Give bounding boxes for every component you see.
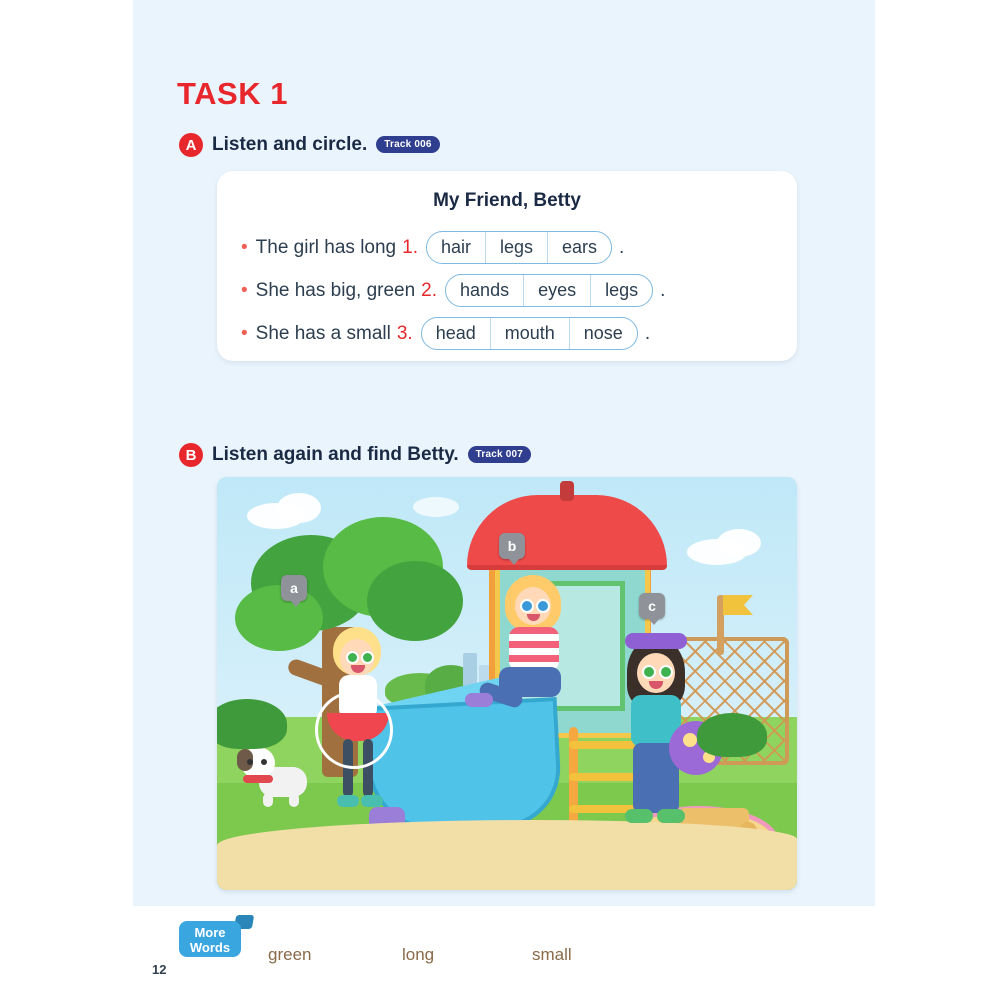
track-badge-007[interactable]: Track 007 — [468, 446, 531, 463]
option-choice[interactable]: eyes — [524, 275, 591, 306]
ball-dot — [683, 733, 697, 747]
section-a-badge: A — [179, 133, 203, 157]
option-group-2 — [445, 274, 653, 307]
marker-c[interactable]: c — [639, 593, 665, 619]
question-text: She has big, green — [255, 279, 416, 301]
more-word: small — [532, 945, 572, 964]
tree-foliage — [235, 585, 323, 651]
option-choice[interactable]: mouth — [491, 318, 570, 349]
option-choice[interactable]: ears — [562, 237, 598, 257]
bush — [697, 713, 767, 757]
bullet-icon: • — [241, 280, 248, 301]
more-word: long — [402, 945, 435, 964]
question-text: The girl has long — [255, 236, 397, 258]
bullet-icon: • — [241, 237, 248, 258]
option-choice[interactable]: hair — [427, 232, 486, 263]
question-text: She has a small — [255, 322, 391, 344]
girl-a-shoe — [361, 795, 383, 807]
girl-b[interactable] — [489, 575, 585, 735]
bush — [217, 699, 287, 749]
dog-leg — [289, 793, 299, 807]
question-number: 3. — [396, 322, 413, 344]
option-group-3 — [421, 317, 638, 350]
track-badge-006[interactable]: Track 006 — [376, 136, 439, 153]
marker-b[interactable]: b — [499, 533, 525, 559]
girl-b-shirt — [509, 627, 559, 671]
girl-c-eye — [659, 665, 673, 679]
girl-a[interactable] — [313, 627, 399, 827]
page-number: 12 — [152, 962, 167, 977]
girl-c-shoe — [625, 809, 653, 823]
section-b-heading: Listen again and find Betty. — [212, 444, 459, 465]
left-margin — [0, 0, 133, 1000]
girl-b-shoe — [465, 693, 493, 707]
section-b-badge: B — [179, 443, 203, 467]
section-a-heading: Listen and circle. — [212, 134, 368, 155]
right-margin — [875, 0, 1000, 1000]
cloud-icon — [717, 529, 761, 557]
cloud-icon — [413, 497, 459, 517]
option-choice[interactable]: hands — [446, 275, 524, 306]
question-row-3 — [241, 312, 797, 355]
question-number: 2. — [421, 279, 438, 301]
roof-finial — [560, 481, 574, 501]
more-words-tab[interactable] — [179, 921, 241, 957]
more-word: green — [268, 945, 312, 964]
jump-rope — [315, 691, 393, 769]
dog-collar — [243, 775, 273, 783]
playground-illustration[interactable] — [217, 477, 797, 890]
dog-eye — [247, 759, 253, 765]
section-b-header — [179, 443, 531, 467]
question-number: 1. — [402, 236, 418, 258]
more-words-label-line2: Words — [189, 940, 231, 955]
girl-c-eye — [642, 665, 656, 679]
sentence-period: . — [619, 236, 625, 258]
sentence-period: . — [660, 279, 666, 301]
marker-a[interactable]: a — [281, 575, 307, 601]
cloud-icon — [277, 493, 321, 523]
option-choice[interactable]: nose — [583, 323, 623, 343]
flagpole — [717, 595, 724, 655]
exercise-card — [217, 171, 797, 361]
card-title: My Friend, Betty — [433, 190, 581, 211]
girl-b-eye — [520, 599, 534, 613]
question-row-2 — [241, 269, 797, 312]
girl-b-eye — [536, 599, 550, 613]
girl-c[interactable] — [611, 637, 711, 857]
option-choice[interactable]: legs — [486, 232, 548, 263]
girl-c-shoe — [657, 809, 685, 823]
girl-a-eye — [361, 651, 374, 664]
girl-c-headband — [625, 633, 687, 649]
dog-eye — [261, 759, 267, 765]
more-words-label-line1: More — [194, 925, 226, 940]
option-choice[interactable]: head — [422, 318, 491, 349]
option-group-1 — [426, 231, 612, 264]
bullet-icon: • — [241, 323, 248, 344]
option-choice[interactable]: legs — [605, 280, 639, 300]
page-title: TASK 1 — [177, 76, 288, 111]
question-list — [217, 226, 797, 355]
dog — [241, 745, 311, 807]
question-row-1 — [241, 226, 797, 269]
girl-a-eye — [346, 651, 359, 664]
girl-a-shoe — [337, 795, 359, 807]
sentence-period: . — [644, 322, 651, 344]
dog-leg — [263, 793, 273, 807]
section-a-header — [179, 133, 440, 157]
